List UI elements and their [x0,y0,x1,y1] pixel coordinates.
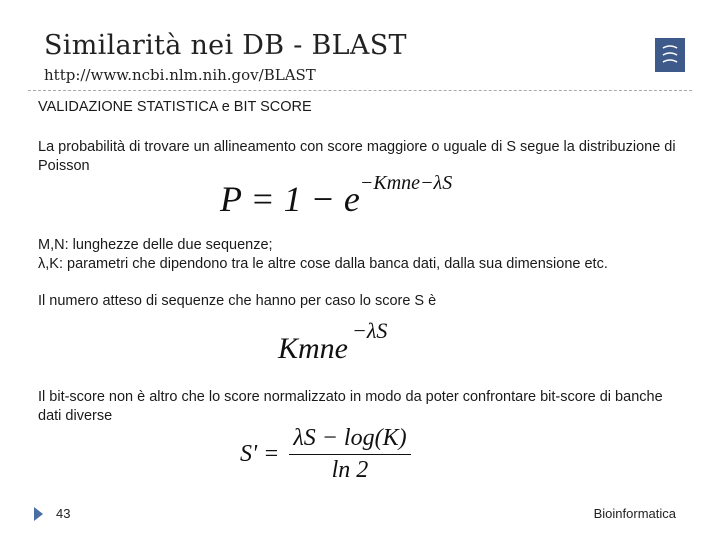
paragraph-lambda-k: λ,K: parametri che dipendono tra le altre cose dalla banca dati, dalla sua dimensione etc. [38,256,608,272]
paragraph-expected: Il numero atteso di sequenze che hanno per caso lo score S è [38,293,437,309]
page-number: 43 [56,506,71,521]
formula-poisson-exponent: −Kmne−λS [359,172,453,194]
logo-icon [655,38,685,72]
triangle-bullet-icon [34,507,43,521]
formula-expected [278,312,388,365]
formula-bitscore-fraction [289,425,410,484]
formula-bitscore-denominator: ln 2 [331,457,369,483]
paragraph-parameters [38,236,688,274]
paragraph-poisson: La probabilità di trovare un allineamento con score maggiore o uguale di S segue la distribuzione di Poisson [38,139,676,174]
source-url: http://www.ncbi.nlm.nih.gov/BLAST [44,66,316,84]
formula-poisson [220,172,453,220]
section-heading: VALIDAZIONE STATISTICA e BIT SCORE [38,99,312,115]
formula-poisson-main: P = 1 − e [220,179,360,219]
footer-label: Bioinformatica [593,506,676,521]
formula-bitscore-lhs: S' = [240,441,280,467]
paragraph-bitscore: Il bit-score non è altro che lo score normalizzato in modo da poter confrontare bit-score di banche dati diverse [38,389,663,424]
formula-bitscore [240,425,411,484]
formula-expected-main: Kmne [278,332,348,365]
paragraph-lengths: M,N: lunghezze delle due sequenze; [38,237,273,253]
formula-bitscore-numerator: λS − log(K) [293,425,407,451]
header-divider [28,90,692,91]
formula-expected-exponent: −λS [352,318,388,343]
slide-title: Similarità nei DB - BLAST [44,30,407,61]
